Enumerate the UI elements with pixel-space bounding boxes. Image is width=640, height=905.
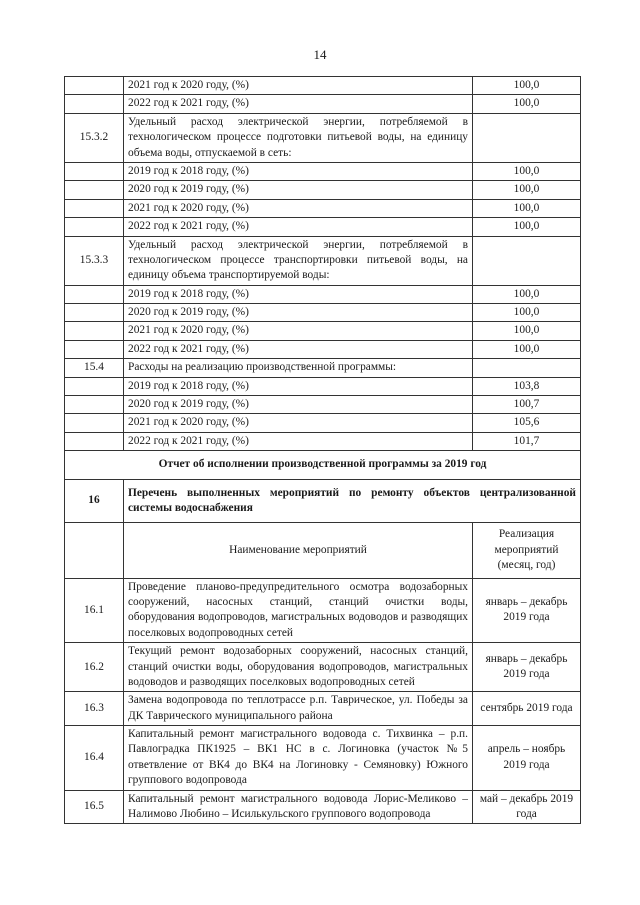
row-value: 105,6 xyxy=(473,414,581,432)
section-title: Удельный расход электрической энергии, потребляемой в технологическом процессе подготовки питьевой воды, на единицу объема воды, отпускаемой в сеть: xyxy=(124,113,473,162)
activity-row xyxy=(65,643,581,692)
row-value: 100,0 xyxy=(473,340,581,358)
section-title: Удельный расход электрической энергии, потребляемой в технологическом процессе транспортировки питьевой воды, на единицу объема транспортируемой воды: xyxy=(124,236,473,285)
activity-number: 16.2 xyxy=(65,643,124,692)
table-row xyxy=(65,285,581,303)
row-text: 2019 год к 2018 году, (%) xyxy=(124,377,473,395)
table-row xyxy=(65,340,581,358)
empty-cell xyxy=(473,359,581,377)
row-text: 2022 год к 2021 году, (%) xyxy=(124,432,473,450)
column-header-name: Наименование мероприятий xyxy=(124,523,473,578)
table-row xyxy=(65,396,581,414)
table-row xyxy=(65,95,581,113)
table-row xyxy=(65,432,581,450)
table-row xyxy=(65,322,581,340)
row-value: 100,0 xyxy=(473,322,581,340)
empty-cell xyxy=(65,181,124,199)
row-value: 100,0 xyxy=(473,162,581,180)
activity-period: апрель – ноябрь 2019 года xyxy=(473,726,581,791)
empty-cell xyxy=(65,523,124,578)
activity-period: сентябрь 2019 года xyxy=(473,692,581,726)
empty-cell xyxy=(65,377,124,395)
section-title: Перечень выполненных мероприятий по ремонту объектов централизованной системы водоснабжения xyxy=(124,479,581,523)
row-value: 100,0 xyxy=(473,77,581,95)
section-row-15-4 xyxy=(65,359,581,377)
row-text: 2021 год к 2020 году, (%) xyxy=(124,322,473,340)
row-text: 2020 год к 2019 году, (%) xyxy=(124,181,473,199)
row-text: 2019 год к 2018 году, (%) xyxy=(124,285,473,303)
activity-text: Проведение планово-предупредительного осмотра водозаборных сооружений, насосных станций, станций очистки воды, оборудования водопроводов, магистральных водоводов и разводящих поселковых водопроводных сетей xyxy=(124,578,473,643)
row-value: 100,0 xyxy=(473,304,581,322)
row-value: 100,0 xyxy=(473,199,581,217)
row-text: 2020 год к 2019 году, (%) xyxy=(124,304,473,322)
table-row xyxy=(65,199,581,217)
section-number: 15.4 xyxy=(65,359,124,377)
empty-cell xyxy=(473,236,581,285)
column-header-period: Реализация мероприятий (месяц, год) xyxy=(473,523,581,578)
section-title: Расходы на реализацию производственной программы: xyxy=(124,359,473,377)
activity-row xyxy=(65,726,581,791)
empty-cell xyxy=(65,322,124,340)
activity-text: Замена водопровода по теплотрассе р.п. Таврическое, ул. Победы за ДК Таврического муниципального района xyxy=(124,692,473,726)
activity-number: 16.5 xyxy=(65,790,124,824)
section-row-15-3-3 xyxy=(65,236,581,285)
row-text: 2021 год к 2020 году, (%) xyxy=(124,199,473,217)
section-number: 15.3.3 xyxy=(65,236,124,285)
row-value: 100,7 xyxy=(473,396,581,414)
empty-cell xyxy=(65,218,124,236)
activity-text: Капитальный ремонт магистрального водовода с. Тихвинка – р.п. Павлоградка ПК1925 – ВК1 НС в с. Логиновка (участок №5 ответвление от ВК4 до ВК4 на Логиновку - Семяновку) Южного группового водопровода xyxy=(124,726,473,791)
report-title-row xyxy=(65,451,581,479)
row-value: 100,0 xyxy=(473,181,581,199)
activity-text: Текущий ремонт водозаборных сооружений, насосных станций, станций очистки воды, оборудования водопроводов, магистральных водоводов и разводящих поселковых водопроводных сетей xyxy=(124,643,473,692)
table-row xyxy=(65,377,581,395)
activity-row xyxy=(65,578,581,643)
row-text: 2022 год к 2021 году, (%) xyxy=(124,95,473,113)
row-text: 2022 год к 2021 году, (%) xyxy=(124,340,473,358)
empty-cell xyxy=(65,304,124,322)
empty-cell xyxy=(65,285,124,303)
activity-period: январь – декабрь 2019 года xyxy=(473,643,581,692)
empty-cell xyxy=(65,340,124,358)
table-row xyxy=(65,304,581,322)
row-text: 2019 год к 2018 году, (%) xyxy=(124,162,473,180)
activity-period: май – декабрь 2019 года xyxy=(473,790,581,824)
empty-cell xyxy=(65,396,124,414)
row-number xyxy=(65,95,124,113)
row-text: 2021 год к 2020 году, (%) xyxy=(124,77,473,95)
row-value: 100,0 xyxy=(473,218,581,236)
row-value: 101,7 xyxy=(473,432,581,450)
row-value: 100,0 xyxy=(473,95,581,113)
table-row xyxy=(65,414,581,432)
activity-number: 16.3 xyxy=(65,692,124,726)
activity-period: январь – декабрь 2019 года xyxy=(473,578,581,643)
table-row xyxy=(65,77,581,95)
section-row-16 xyxy=(65,479,581,523)
column-header-row xyxy=(65,523,581,578)
activity-number: 16.4 xyxy=(65,726,124,791)
section-row-15-3-2 xyxy=(65,113,581,162)
row-text: 2020 год к 2019 году, (%) xyxy=(124,396,473,414)
activity-row xyxy=(65,692,581,726)
row-value: 103,8 xyxy=(473,377,581,395)
section-number: 16 xyxy=(65,479,124,523)
row-text: 2022 год к 2021 году, (%) xyxy=(124,218,473,236)
page-number: 14 xyxy=(313,47,327,62)
activity-text: Капитальный ремонт магистрального водовода Лорис-Меликово – Налимово Любино – Исилькульского группового водопровода xyxy=(124,790,473,824)
section-number: 15.3.2 xyxy=(65,113,124,162)
table-row xyxy=(65,162,581,180)
program-table xyxy=(64,76,581,824)
empty-cell xyxy=(65,414,124,432)
report-title: Отчет об исполнении производственной программы за 2019 год xyxy=(65,451,581,479)
table-row xyxy=(65,218,581,236)
empty-cell xyxy=(473,113,581,162)
table-row xyxy=(65,181,581,199)
empty-cell xyxy=(65,162,124,180)
row-value: 100,0 xyxy=(473,285,581,303)
row-text: 2021 год к 2020 году, (%) xyxy=(124,414,473,432)
row-number xyxy=(65,77,124,95)
activity-number: 16.1 xyxy=(65,578,124,643)
empty-cell xyxy=(65,432,124,450)
activity-row xyxy=(65,790,581,824)
empty-cell xyxy=(65,199,124,217)
